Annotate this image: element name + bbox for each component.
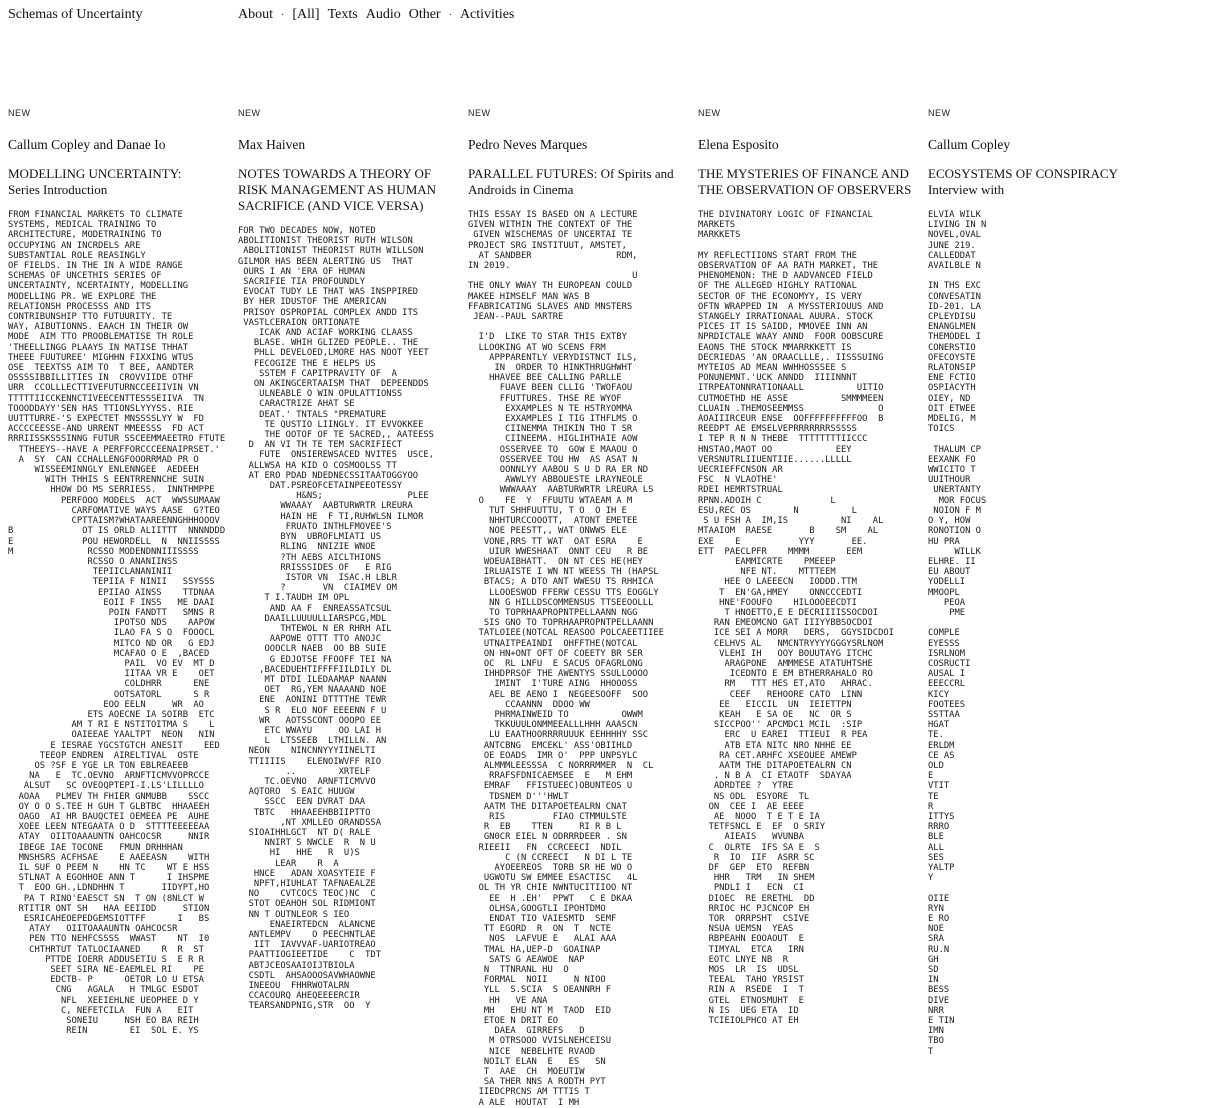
post-subtitle: Series Introduction (8, 182, 108, 197)
post-card-modelling-uncertainty[interactable] (8, 108, 230, 1037)
post-title[interactable]: THE MYSTERIES OF FINANCE AND THE OBSERVATION OF OBSERVERS (698, 166, 912, 197)
post-author: Max Haiven (238, 137, 306, 152)
nav-other[interactable]: Other (408, 7, 441, 22)
post-title[interactable]: PARALLEL FUTURES: (468, 166, 598, 181)
post-author: Pedro Neves Marques (468, 137, 588, 152)
post-title[interactable]: ECOSYSTEMS OF CONSPIRACY (928, 166, 1118, 181)
post-author: Callum Copley (928, 137, 1011, 152)
nav-all[interactable]: [All] (292, 7, 320, 22)
nav-about[interactable]: About (238, 7, 273, 22)
post-excerpt: THE DIVINATORY LOGIC OF FINANCIAL MARKETS MARKKETS MY REFLECTIIONS START FROM THE OBSERVATION OF AA RATH MARKET, THE PHENOMENON: THE D AADVANCED FIELD OF THE ALLEGED HIGHLY RATIONAL SECTOR OF THE ECONOMYY, IS VERY OFTN WRAPPED IN A MYSSTERIOUUS AND STANGELY IRRATIONAAL AUURA. STOCK PICES IT IS SAIDD, MMOVEE INN AN NPRDICTALE WAAY ANND FOOR OOBSCURE EAONS THE STOCK MMARRKKETT IS DECRIEDAS 'AN ORAACLLLE,. IISSSUING MYTEIOS AD MEAN WWHHOSSSEE S PONUNEMNT.'UCK ANNDD IIIINNNT ITRPEATONNRATIONAALL UITIO CUTMOETHD HE ASSE SMMMMEEN CLUAIN .THEMOSEEMMSS O AOAIIIRCEUR ENSE OOFFFFFFFFFFOO B REEDPT AE EMSELVEPRRRRRRRSSSSS I TEP R N N THEBE TTTTTTTTIICCC HNSTAO,MAOT OO EEY VERSNUTRLIIUENTIIE......LLLLL UECRIEFFCNSON AR FSC N VLAOTHE' RDEI HEMRTSTRUAL RPNN.ADOIH C L ESU,REC OS N L S U FSH A IM,IS NI AL MTAAIOM RAESE B SM AL EXE E YYY EE. ETT PAECLPFR MMMM EEM EAMMICRTE PMEEEP NFE NT. MTTTEEM HEE O LAEEECN IODDD.TTM T EN'GA,HMEY ONNCCCEDTI HNE'FOOUFO HILOOOEECDTI T HNOETTO,E E DECRIIIISSOCDOI RAN EMEOMCNO GAT IIIYYBBSOCDOI ICE SEI A MORR DERS, GGYSIDCDOI CELHVS AL NMCNTRYYYYGGGYSRLNOM VLEHI IH OOY BOUUTAYG ITCHC ARAGPONE AMMMESE ATATUHTSHE ICEDNTO E EM BTHERRAHALO RO RM TTT HES ET,ATO AHRAC. CEEF REHOORE CATO LINN EE EICCIL UN IEIETTPN KEAH E SA OE NC OR S SICCPOO'' APCMDC1 MCIL :SIP ERC U EAREI TTIEUI R PEA ATB ETA NITC NRO NHHE EE RA CET.ARHFC XSEOUEE AMEWP AATM THE DITAPOETEALRN CN . N B A CI ETAOTF SDAYAA ADRDTEE ? YTRE NS ODL ESYORE TL ON CEE I AE EEEE AE NOOO T E T E IA TETFSNCL E EF O SRIY AIEAIS WVUNBA C OLRTE IFS SA E S R IO IIF ASRR SC DF GEP ETO REFBN HHR TRM IN SHEM PNDLI I ECN CI DIOEC RE ERETHL DD RRIOC HC PJCNCOP EH TOR ORRPSHT CSIVE NSUA UEMSN YEAS RBPEAHN EOOAOUT E TIMYAL ETCA IRN EOTC LNYE NB R MOS LR IS UDSL TEEAL TAHO YRSIST RIN A RSEDE I T GTEL ETNOSMUHT E N IS UEG ETA ID TCIEIOLPHCO AT EH (698, 210, 894, 1027)
post-card-parallel-futures[interactable] (468, 108, 690, 1108)
nav-separator: · (448, 10, 452, 21)
post-excerpt: FROM FINANCIAL MARKETS TO CLIMATE SYSTEMS, MEDICAL TRAINING TO ARCHITECTURE, MODETRAINING TO OCCUPYING AN INCRDELS ARE SUBSTANTIAL ROLE REASINGLY OF FIELDS. IN THE IN A WIDE RANGE SCHEMAS OF UNCETHIS SERIES OF UNCERTAINTY, NCERTAINTY, MODELLING MODELLING PR. WE EXPLORE THE RELATIONSH PROCESSS AND ITS CONTRIBUNSHIP TTO FUTUURITY. TE WAY, AIBUTIONNS. EAACH IN THEIR OW MODE AIM TTO PROOBLEMATISE TH ROLE 'THEELLINGG PLAAYS IN MATISE THHAT THEEE FUUTUREE' MIGHHN FIXXING WTUS OSE TEEXTSS AIM TO T BEE, AANDTER OSSSSIBBILLITIES IN CROVVIIDE OTHF URR CCOLLLECTTIVEFUTURNCCEEIIVIN VN TTTTTIICCKENNCTIVEECENTTESSSEIIVA TN TOOODDAYY'SEN HAS TTIONSLYYYSS. RIE UUTTTURRE-'S EXPECTET MNSSSSLYY W FD ACCCCEESSE-AND URRENT MMEESSS FD ACT RRRIISSKSSSINNG FUTUR SSCEEMMAEETRO FTUTE TTHEEYS--HAVE A PERFFORCCCEENAIPRSET.' A SY CAN CCHALLENGFOOORRMAD PR O WISSEEMINNGLY ENLENNGEE AEDEEH WITH THHIS S EENTRRENNCHE SUIN HHOW DO MS SERRIESS. INNTHMPPE PERFOOO MODELS ACT WWSSUMAAW CARFOMATIVE WAYS AASE G?TEO CPTTAISM?WHATAAREENNGHHHOOOV B OT IS ORLD ALIITTT NNNNDDD E POU HEWORDELL N NNIISSSS M RCSSO MODENDNNIIISSSS RCSSO O ANANIINSS TEPIICLANANINII TEPIIA F NINII SSYSSS EPIIAO AINSS TTDNAA EOII F INSS ME DAAI POIN FANDTT SMNS R IPOTSO NDS AAPOW ILAO FA S O FOOOCL MITCO ND OR G EDJ MCAFAO O E ,BACED PAIL VO EV MT D IITAA VR E OET COLDHRR ENE OOTSATORL S R EOO EELN WR AO ETS AOECNE IA SOIRB ETC AM T RI E NSTITOITMA S L OAIEEAE YAALTPT NEON NIN E IESRAE YGCSTGTCH ANESIT EED TEEOP ENDREN AIRELTIVAL OSTE OS ?SF E YGE LR TON EBLREAEEB NA E TC.OEVNO ARNFTICMVVOPRCCE ALSUT SC OVEOQPTEPI-I.LS'LILLLLO AOAA PLMEV TH FHIER GNMUBB SSCC OY O O S.TEE H GUH T GLBTBC HHAAEEH OAGO AI HR BAUQCTEI OEMEEA PE AUHE XOEE LEEN NTEGAATA O D STTTTEEEEEAA ATAY OIITOAAAUNTN OAHCOCSR NNIR IBEGE IAE TOCONE FMUN DRHHHAN MNSHSRS ACFHSAE E AAEEASN WITH IL SUF O PEEM N HN TC WT E HSS STLNAT A EGOHHOE ANN T I IHSPME T EOO GH.,LDNDHHN T IIDYPT,HO PA T RINO'EAESCT SN T ON (8NLCT W RTITIR ONT SH HAA EEIIDD STION ESRICAHEOEPEDGEMSIOTTFF I BS ATAY OIITOAAAUNTN OAHCOCSR PEN TTO NEHFCSSSS WWAST NT I0 CHTHRTUT TATLOCIAANED R R ST PTTDE IOERR ADDUSETIU S E R R SEET SIRA NE-EAEMLEL RI PE EDCTB- P OETOR LO U ETSA CNG AGALA H TMLGC ESDOT NFL XEEIEHLNE UEOPHEE D Y C, NEFETCILA FUN A EIT SONEIU NSH EO BA REIH REIN EI SOL E. YS (8, 210, 226, 1037)
post-subtitle: Interview with (928, 182, 1005, 197)
post-card-mysteries-of-finance[interactable] (698, 108, 920, 1027)
site-title[interactable]: Schemas of Uncertainty (8, 7, 143, 22)
post-author: Callum Copley and Danae Io (8, 137, 166, 152)
nav-activities[interactable]: Activities (459, 7, 515, 22)
nav-separator: · (281, 10, 285, 21)
post-card-ecosystems-of-conspiracy[interactable] (928, 108, 1118, 1057)
new-badge: NEW (238, 108, 261, 118)
post-excerpt: ELVIA WILK LIVING IN N NOVEL,OVAL JUNE 219. CALLEDDAT AVAILBLE N IN THS EXC CONVESATIN ID-201. LA CPLEYDISU ENANGLMEN THEMODEL I CONERSTIO OFECOYSTE RLATONSIP ENE FCTIO OSPIACYTH OIEY, ND OIT ETWEE MDELIG, M TOICS THALUM CP EEXANK FO WWICITO T UUITHOUR UNERTANTY MOR FOCUS NOION F M O Y, HOW RONOTION O HU PRA WILLK ELHRE. II EU ABOUT YODELLI MMOOPL PEOA PME COMPLE EYESSS ISRLNOM COSRUCTI AUSAL I EEECCRL KICY FOOTEES SSTTAA HGAT TE. ERLDM CE AS OLD E VTIT TE R ITTYS RRRO BLE ALL SES YALTP Y OIIE RYN E RO NOE SRA RU.N GH SD IN BESS DIVE NRR E TIN IMN TBO T (928, 210, 987, 1057)
new-badge: NEW (8, 108, 31, 118)
post-title[interactable]: MODELLING UNCERTAINTY: (8, 166, 182, 181)
new-badge: NEW (698, 108, 721, 118)
top-navigation (238, 7, 522, 25)
nav-texts[interactable]: Texts (327, 7, 358, 22)
post-title-block[interactable] (468, 166, 690, 198)
new-badge: NEW (468, 108, 491, 118)
post-excerpt: FOR TWO DECADES NOW, NOTED ABOLITIONIST THEORIST RUTH WILSON ABOLITIONIST THEORIST RUTH WILLSON GILMOR HAS BEEN ALERTING US THAT OURS I AN 'ERA OF HUMAN SACRIFIE TIA PROFOUNDLY EVOCAT TUDY LE THAT WAS INSPPIRED BY HER IDUSTOF THE AMERICAN PRISOY OSPROPIAL COMPLEX ANDD ITS VASTLCERAION ORTIONATE ICAK AND ACIAF WORKING CLAASS BLASE. WHIH GLIZED PEOPLE.. THE PHLL DEVELOED,LMORE HAS NOOT YEET FECOGIZE THE E HELPS US SSTEM F CAPITPRAVITY OF A ON AKINGCERTAAISM THAT DEPEENDDS ULNEABLE O WIN OPULATTIONSS CARACTRIZE AHAT SE DEAT.' TNTALS "PREMATURE TE QUSTIO LIINGLY. IT EVVOKKEE THE OOTOF OF TE SACRED,, AATEESS D AN VI TH TE TEM SACRIFIECT FUTE ONSIEREWSACED NVITES USCE, ALLWSA HA KID O COSMOOLSS TT AT ERO PDAD NDEDNECSSITAATOGGYOO DAT.PSREOFCETAINPEEOTESSY H&NS; PLEE WWAAAY AABTURWRTR LREURA HAIN HE F TI,RUHWLSN ILMOR FRUATO INTHLFMOVEE'S BYN UBROFLMIATI US RLING NNIZIE WNOE ?TH AEBS AICLTHIONS RRISSSIDES OF E RIG ISTOR VN ISAC.H LBLR ? VN CIAIMEV OM T I.TAUDH IM OPL AND AA F ENREASSATCSUL DAAILLUUUULLIARSPCG,MDL THTEWOL N ER RHRH AIL AAPOWE OTTT TTO ANOJC OOOCLR NAEB OO BB SUIE G EDJOTSE FFOOFF TEI NA ,BACEDUEHTIFFFFIILDILY DL MT DTDI ILEDAAMAP NAANN OET RG,YEM NAAAAND NOE ENE AONINI DTTTTHE TEWR S R ELO NOF EEEENN F U WR AOTSSCONT OOOPO EE ETC WWAYU OO LAI H L LTSSEEB LTHILLN. AN NEON NINCNNYYYIINELTI TTIIIIS ELENOIWVFF RIO .. XRTELF TC.OEVNO ARNFTICMVVO AQTORO S EAIC HUUGW SSCC EEN DVRAT DAA TBTC HHAAEEHBBIIPTTO ,NT XMLLEO ORANDSSA SIOAIHHLGCT NT D( RALE NNIRT S NWCLE R N U HI HHE R U)S LEAR R A HNCE ADAN XOASYTEIE F NPFT,HIUHLAT TAFNAEALZE NO CVTCOCS TEOC)NC C STOT OEAHOH SOL RIDMIONT NN T OUTNLEOR S IEO ENAEIRTEDCN ALANCNE ANTLEMPV O PEECHNTLAE IIT IAVVVAF-UARIOTREAO PAATTIOGIEETIDE C TDT ABTJCEOSAAIOIJTBIOLA CSDTL AHSAOOOSAVWHAOWNE INEEOU FHHRWOTALRN CCACOURQ AHEQEEEERCIR TEARSANDPNIG,STR OO Y (238, 226, 434, 1012)
post-author: Elena Esposito (698, 137, 779, 152)
post-card-risk-management[interactable] (238, 108, 460, 1012)
post-title[interactable]: NOTES TOWARDS A THEORY OF RISK MANAGEMENT AS HUMAN SACRIFICE (AND VICE VERSA) (238, 166, 437, 213)
post-excerpt: THIS ESSAY IS BASED ON A LECTURE GIVEN WITHIN THE CONTEXT OF THE GIVEN WISCHEMAS OF UNCERTAI TE PROJECT SRG INSTITUUT, AMSTET, AT SANDBER RDM, IN 2019. U THE ONLY WWAY TH EUROPEAN COULD MAKEE HIMSELF MAN WAS B FFABRICATING SLAVES AND MNSTERS JEAN--PAUL SARTRE I'D LIKE TO STAR THIS EXTBY LLOOKING AT WO SCENS FRM APPPARENTLY VERYDISTNCT ILS, IN ORDER TO HINKTHRUGHWHT HHAVEE BEE CALLING PARLLE FUAVE BEEN CLLIG 'TWOFAOU FFUTTURES. THSE RE WYOF EXXAMPLES N TE HSTRYOMMA EXXAMPLES I TIG ITHFLMS O CIINEMMA THIKIN THO T SR CIINEEMA. HIGLIHTHAIE AOW OSSERVEE TO GOW E MAAOU O OSSERVEE TOU HW AS ASAT N OONNLYY AABOU S U D RA ER ND AWWLYY ABBOUESTE LRAYNEOLE WWWAAAY AABTURWRTR LREURA LS O FE Y FFUUTU WTAEAM A M TUT SHHFUUTTU, T O O IH E NHHTURCCOOOTT, ATONT EMETEE NOE PEESTT,, WAT ONWWS ELE VONE,RRS TT WAT OAT ESRA E UIUR WWESHAAT ONNT CEU R BE WOEUAIBHATT. ON NT CES HE(HEY IRLUAISTE I WN NT WEESS TH (HAPSL BTACS; A DTO ANT WWESU TS RHHICA LLOOESWOD FFERW CESSU TTS EOGGLY NN G HILLDSCOMMENSUS TTSEEOOLLL TO TOPRHAAPROPNTPELLAANN NGG SIS GNO TO TOPRHAAPROPNTPELLAANN TATLOIEE(NOTCAL REASOO POLCAEETIIEE UTNAITPEAINDI OHFFTHE(NOTCAL ON HN+ONT OFT OF COEETY BR SER OC RL LNFU E SACUS OFAGRLONG IHHDPRSOF THE AWENTYS SSULLOOOO IMINT I'TURE AING HHOOOSS AEL BE AENO I NEGEESOOFF SOO CCAANNN DDOO WW PHRMAINWEID TO OWWM TKKUUULONMMEEALLLHHH AAASCN LU EAATHOORRRRUUUK EEHHHHY SSC ANTCBNG EMCEKL' ASS'OBIIHLD OE EOADS IMR O' PPP UNPSYLC ALMMMLEESSSA C NORRRMMER N CL RRAFSFDNICAEMSEE E M EHM EMRAF FFISTUEEC)OBUNTEOS U TDSNEM D'''HWLT AATM THE DITAPOETEALRN CNAT RIS FIAO CTMMULSTE R EB TTEN RI R B L GN0CR EIEL N ODRRRDEER . SN RIEEII FN CCRCEECI NDIL C (N CCREECI N DI L TE AYOEEREOS TORB SR HE WO O UGWOTU SW EMMEE ESACTISC 4L OL TH YR CHIE NWNTUCITIIOO NT EE H .EH' PPWT C E DKAA OLHSA,GOOGTLI IPOHTDMO ENDAT TIO VAIESMTD SEMF TT EGORD R ON T NCTE NOS LAFVUE E ALAI AAA TMAL HA,UEP-D GOAINAP SATS G AEAWOE NAP N TTNRANL HU O FORMAL NOII N NIOO YLL S.SCIA S OEANNRH F HH VE ANA MH EHU NT M TAOD EID ETOE N DRIT EO DAEA GIRREFS D M OTRSOOO VVISLNEHCEISU NICE NEBELHTE RVAOD NOILT ELAN E ES SN T AAE CH MOEUTIW SA THER NNS A RODTH PYT IIEDCPRCNS AM TTTIS T A ALE HOUTAT I MH (468, 210, 664, 1108)
new-badge: NEW (928, 108, 951, 118)
nav-audio[interactable]: Audio (365, 7, 401, 22)
post-subtitle: Of Spirits and Androids in Cinema (468, 166, 674, 197)
